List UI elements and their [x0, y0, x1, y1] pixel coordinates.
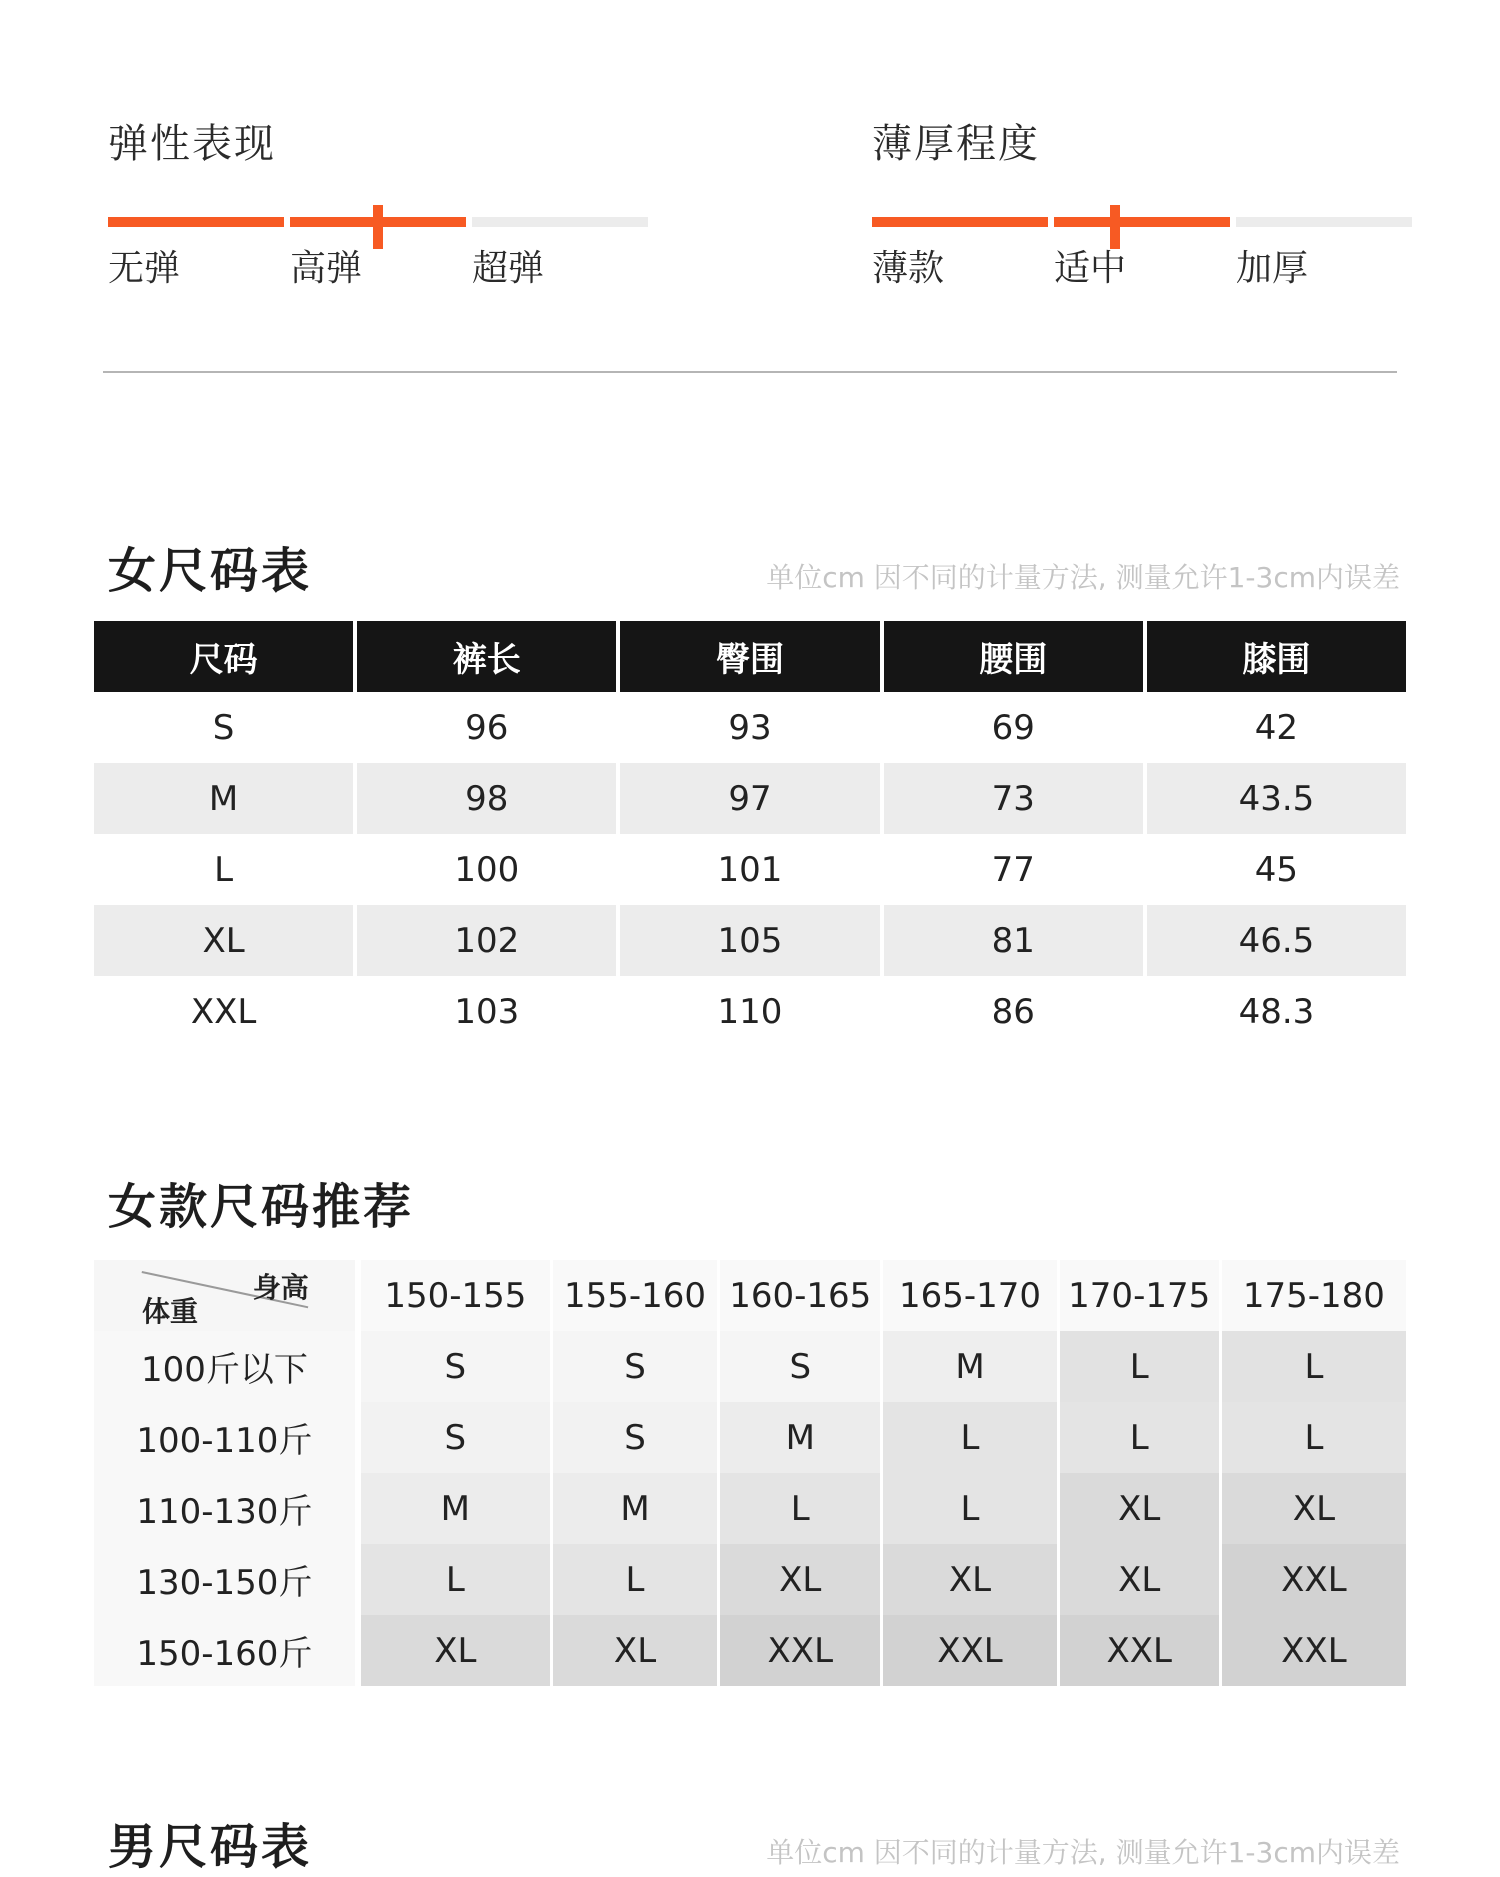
- size-cell: XL: [1060, 1544, 1219, 1615]
- table-cell: 103: [454, 991, 520, 1032]
- table-cell: 100: [454, 849, 520, 890]
- elasticity-labels: [108, 240, 648, 290]
- thickness-label-thick: 加厚: [1235, 248, 1308, 289]
- size-cell: L: [720, 1473, 880, 1544]
- size-cell: S: [361, 1402, 550, 1473]
- header-length: 裤长: [357, 621, 616, 692]
- size-cell: XXL: [1222, 1615, 1406, 1686]
- header-hip: 臀围: [620, 621, 879, 692]
- table-cell: 73: [884, 763, 1143, 834]
- weight-label: 150-160斤: [94, 1615, 355, 1686]
- table-cell: 105: [620, 905, 879, 976]
- table-cell: 110: [717, 991, 783, 1032]
- recommend-header-row: [94, 1260, 1406, 1331]
- section-divider: [103, 371, 1397, 373]
- women-size-table: [94, 621, 1406, 1047]
- table-cell: 77: [991, 849, 1035, 890]
- thickness-label-medium: 适中: [1053, 248, 1126, 289]
- women-recommend-table: [94, 1260, 1406, 1686]
- size-cell: L: [883, 1473, 1056, 1544]
- weight-label: 110-130斤: [94, 1473, 355, 1544]
- header-size: 尺码: [94, 621, 353, 692]
- header-waist: 腰围: [884, 621, 1143, 692]
- women-size-title: 女尺码表: [108, 543, 313, 599]
- corner-height-label: 身高: [252, 1271, 309, 1304]
- thickness-segment-1: [872, 217, 1048, 227]
- size-cell: XXL: [1060, 1615, 1219, 1686]
- elasticity-label-super: 超弹: [471, 248, 544, 289]
- table-cell: 45: [1254, 849, 1299, 890]
- men-size-title: 男尺码表: [108, 1819, 313, 1875]
- size-cell: L: [883, 1402, 1056, 1473]
- table-cell: 101: [717, 849, 783, 890]
- height-header: 175-180: [1222, 1260, 1406, 1331]
- table-cell: 46.5: [1147, 905, 1406, 976]
- size-cell: L: [1222, 1402, 1406, 1473]
- size-cell: XL: [1060, 1473, 1219, 1544]
- table-cell: XL: [94, 905, 353, 976]
- table-cell: 98: [357, 763, 616, 834]
- weight-label: 130-150斤: [94, 1544, 355, 1615]
- size-cell: L: [1222, 1331, 1406, 1402]
- header-knee: 膝围: [1147, 621, 1406, 692]
- size-cell: S: [720, 1331, 880, 1402]
- table-row: [94, 1473, 1406, 1544]
- table-cell: 97: [620, 763, 879, 834]
- size-cell: XXL: [720, 1615, 880, 1686]
- elasticity-segment-1: [108, 217, 284, 227]
- size-cell: M: [883, 1331, 1056, 1402]
- table-cell: XXL: [190, 991, 257, 1032]
- weight-label: 100-110斤: [94, 1402, 355, 1473]
- thickness-labels: [872, 240, 1412, 290]
- size-cell: L: [361, 1544, 550, 1615]
- table-row: [94, 834, 1406, 905]
- elasticity-title: 弹性表现: [108, 121, 276, 167]
- size-cell: M: [720, 1402, 880, 1473]
- thickness-track: [872, 205, 1412, 239]
- table-row: [94, 692, 1406, 763]
- table-row: [94, 1615, 1406, 1686]
- height-header: 160-165: [720, 1260, 880, 1331]
- women-size-note: 单位cm 因不同的计量方法, 测量允许1-3cm内误差: [766, 561, 1400, 594]
- size-cell: S: [553, 1402, 717, 1473]
- size-cell: XL: [883, 1544, 1056, 1615]
- elasticity-track: [108, 205, 648, 239]
- height-header: 165-170: [883, 1260, 1056, 1331]
- thickness-segment-3: [1236, 217, 1412, 227]
- elasticity-segment-3: [472, 217, 648, 227]
- table-cell: 93: [728, 707, 772, 748]
- size-cell: XL: [361, 1615, 550, 1686]
- height-header: 155-160: [553, 1260, 717, 1331]
- table-row: [94, 976, 1406, 1047]
- size-cell: M: [553, 1473, 717, 1544]
- size-cell: L: [553, 1544, 717, 1615]
- elasticity-label-none: 无弹: [108, 248, 181, 289]
- size-cell: M: [361, 1473, 550, 1544]
- table-cell: 102: [357, 905, 616, 976]
- thickness-segment-2: [1054, 217, 1230, 227]
- corner-weight-label: 体重: [142, 1295, 199, 1328]
- height-header: 150-155: [361, 1260, 550, 1331]
- women-recommend-title: 女款尺码推荐: [108, 1179, 415, 1235]
- table-cell: 43.5: [1147, 763, 1406, 834]
- size-cell: S: [361, 1331, 550, 1402]
- size-cell: XL: [553, 1615, 717, 1686]
- men-size-note: 单位cm 因不同的计量方法, 测量允许1-3cm内误差: [766, 1836, 1400, 1869]
- height-header: 170-175: [1060, 1260, 1219, 1331]
- size-cell: XL: [1222, 1473, 1406, 1544]
- size-cell: L: [1060, 1402, 1219, 1473]
- table-row: [94, 763, 1406, 834]
- table-cell: 86: [991, 991, 1035, 1032]
- table-row: [94, 905, 1406, 976]
- recommend-corner-cell: [94, 1260, 355, 1331]
- table-cell: 81: [884, 905, 1143, 976]
- table-cell: 48.3: [1238, 991, 1315, 1032]
- size-cell: XXL: [1222, 1544, 1406, 1615]
- table-cell: 96: [465, 707, 509, 748]
- table-cell: M: [94, 763, 353, 834]
- thickness-title: 薄厚程度: [872, 121, 1040, 167]
- size-cell: XXL: [883, 1615, 1056, 1686]
- thickness-label-thin: 薄款: [872, 248, 945, 289]
- table-row: [94, 1331, 1406, 1402]
- size-table-header: [94, 621, 1406, 692]
- table-cell: 69: [991, 707, 1035, 748]
- table-row: [94, 1544, 1406, 1615]
- size-cell: L: [1060, 1331, 1219, 1402]
- table-row: [94, 1402, 1406, 1473]
- elasticity-label-high: 高弹: [289, 248, 362, 289]
- size-cell: XL: [720, 1544, 880, 1615]
- size-cell: S: [553, 1331, 717, 1402]
- weight-label: 100斤以下: [94, 1331, 355, 1402]
- table-cell: L: [214, 849, 234, 890]
- table-cell: S: [212, 707, 235, 748]
- table-cell: 42: [1254, 707, 1299, 748]
